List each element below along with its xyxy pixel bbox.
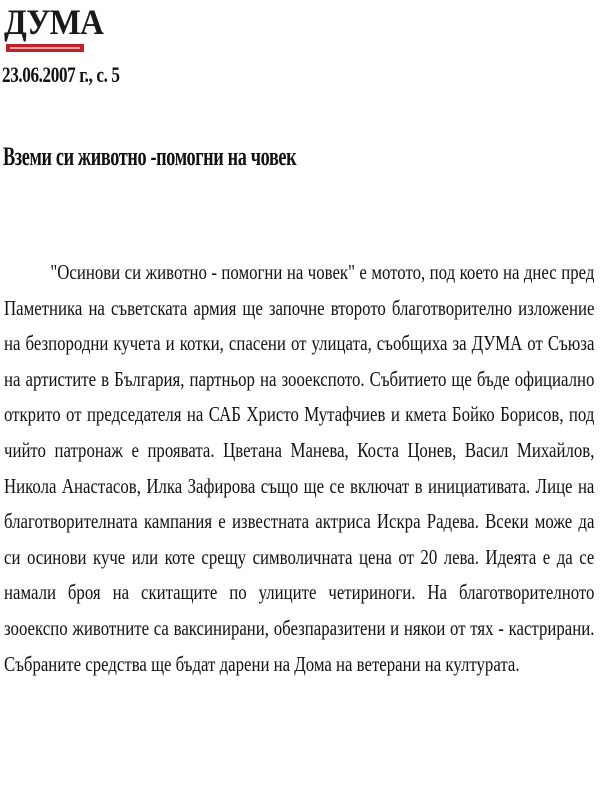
publication-date-page: 23.06.2007 г., с. 5 xyxy=(2,62,120,87)
newspaper-logo xyxy=(4,2,104,56)
article-title: Вземи си животно -помогни на човек xyxy=(3,142,297,171)
article-paragraph: "Осинови си животно - помогни на човек" е мотото, под което на днес пред Паметника на съветската армия ще започне второто благотворително изложение на безпородни кучета и котки, спасени от улицата, съобщиха за ДУМА от Съюза на артистите в България, партньор на зооекспото. Събитието ще бъде официално открито от председателя на САБ Христо Мутафчиев и кмета Бойко Борисов, под чийто патронаж е проявата. Цветана Манева, Коста Цонев, Васил Михайлов, Никола Анастасов, Илка Зафирова също ще се включат в инициативата. Лице на благотворителната кампания е известната актриса Искра Радева. Всеки може да си осинови куче или коте срещу символичната цена от 20 лева. Идеята е да се намали броя на скитащите по улиците четириноги. На благотворителното зооекспо животните са ваксинирани, обезпаразитени и някои от тях - кастрирани. Събраните средства ще бъдат дарени на Дома на ветерани на културата. xyxy=(4,260,595,676)
logo-red-bar xyxy=(6,44,84,52)
article-body xyxy=(4,255,594,682)
logo-text: ДУМА xyxy=(4,2,104,42)
logo-bar-detail xyxy=(10,47,80,49)
